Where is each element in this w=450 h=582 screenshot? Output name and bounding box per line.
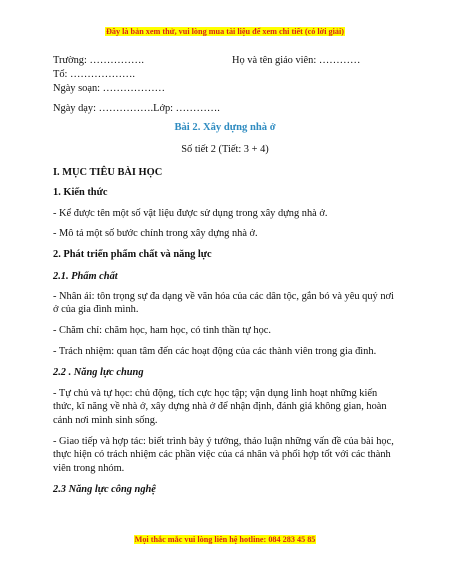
school-field: Trường: …………….	[53, 55, 144, 66]
hotline-banner	[0, 535, 450, 544]
lesson-title: Bài 2. Xây dựng nhà ở	[174, 122, 276, 133]
group-field: Tổ: ……………….	[53, 69, 135, 80]
quality-heading: 2.1. Phẩm chất	[53, 271, 118, 282]
preview-banner-text: Đây là bản xem thử, vui lòng mua tài liệu để xem chi tiết (có lời giải)	[105, 27, 344, 36]
knowledge-item: - Mô tả một số bước chính trong xây dựng nhà ở.	[53, 228, 258, 239]
teacher-field: Họ và tên giáo viên: …………	[232, 55, 361, 66]
quality-item: - Chăm chỉ: chăm học, ham học, có tinh thần tự học.	[53, 325, 272, 336]
teach-date-field: Ngày dạy: …………….Lớp: ………….	[53, 103, 220, 114]
knowledge-heading: 1. Kiến thức	[53, 187, 108, 198]
knowledge-item: - Kể được tên một số vật liệu được sử dụng trong xây dựng nhà ở.	[53, 208, 328, 219]
general-competence-heading: 2.2 . Năng lực chung	[53, 367, 144, 378]
prep-date-field: Ngày soạn: ………………	[53, 83, 165, 94]
general-competence-item: - Tự chủ và tự học: chủ động, tích cực học tập; vận dụng linh hoạt những kiến thức, kĩ năng về nhà ở, xây dựng nhà ở để nhận định, đánh giá không gian, hoàn cảnh nơi mình sinh sống.	[53, 388, 387, 426]
lesson-periods: Số tiết 2 (Tiết: 3 + 4)	[181, 144, 269, 155]
competence-heading: 2. Phát triển phẩm chất và năng lực	[53, 249, 212, 260]
tech-competence-heading: 2.3 Năng lực công nghệ	[53, 484, 156, 495]
quality-item: - Nhân ái: tôn trọng sự đa dạng về văn hóa của các dân tộc, gắn bó và yêu quý nơi ở của gia đình mình.	[53, 291, 394, 316]
hotline-banner-text: Mọi thắc mắc vui lòng liên hệ hotline: 084 283 45 85	[134, 535, 316, 544]
preview-banner	[0, 27, 450, 36]
section-heading: I. MỤC TIÊU BÀI HỌC	[53, 167, 163, 178]
general-competence-item: - Giao tiếp và hợp tác: biết trình bày ý tưởng, thảo luận những vấn đề của bài học, thực hiện có trách nhiệm các phần việc của cá nhân và phối hợp tốt với các thành viên trong nhóm.	[53, 436, 394, 474]
quality-item: - Trách nhiệm: quan tâm đến các hoạt động của các thành viên trong gia đình.	[53, 346, 377, 357]
